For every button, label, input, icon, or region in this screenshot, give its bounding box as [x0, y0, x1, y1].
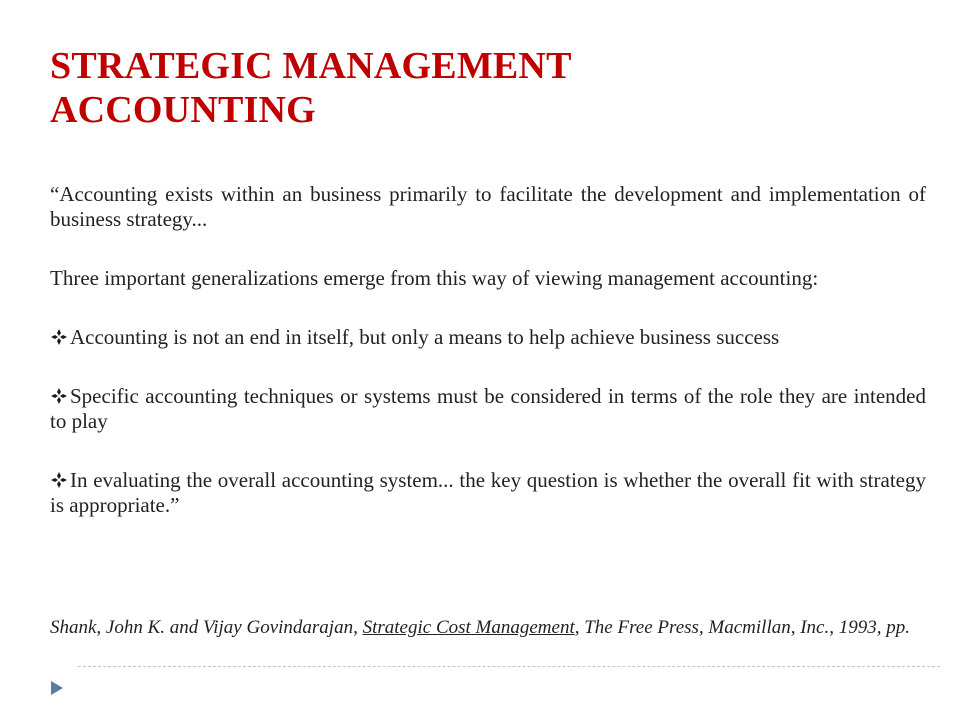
citation-book-title: Strategic Cost Management — [362, 617, 575, 638]
bullet-text-1: Accounting is not an end in itself, but only a means to help achieve business success — [70, 325, 780, 349]
bullet-text-2: Specific accounting techniques or systems must be considered in terms of the role they are intended to play — [50, 384, 926, 433]
bullet-item-1 — [50, 325, 926, 350]
triangle-arrow-icon — [50, 680, 64, 696]
bullet-text-3: In evaluating the overall accounting system... the key question is whether the overall fit with strategy is appropriate.” — [50, 468, 926, 517]
footer-divider — [78, 666, 940, 667]
bullet-item-2 — [50, 384, 926, 434]
bullet-item-3 — [50, 468, 926, 518]
diamond-bullet-icon — [50, 471, 68, 489]
slide-title — [50, 44, 910, 132]
generalizations-intro: Three important generalizations emerge from this way of viewing management accounting: — [50, 266, 819, 290]
quote-intro: “Accounting exists within an business primarily to facilitate the development and implementation of business strategy... — [50, 182, 926, 231]
slide-title-line-2: ACCOUNTING — [50, 89, 316, 131]
slide-body — [50, 182, 926, 552]
diamond-bullet-icon — [50, 328, 68, 346]
diamond-bullet-icon — [50, 387, 68, 405]
citation — [50, 615, 926, 641]
slide-title-line-1: STRATEGIC MANAGEMENT — [50, 45, 572, 87]
citation-authors: Shank, John K. and Vijay Govindarajan, — [50, 617, 363, 638]
citation-rest: , The Free Press, Macmillan, Inc., 1993, pp. — [574, 617, 910, 638]
